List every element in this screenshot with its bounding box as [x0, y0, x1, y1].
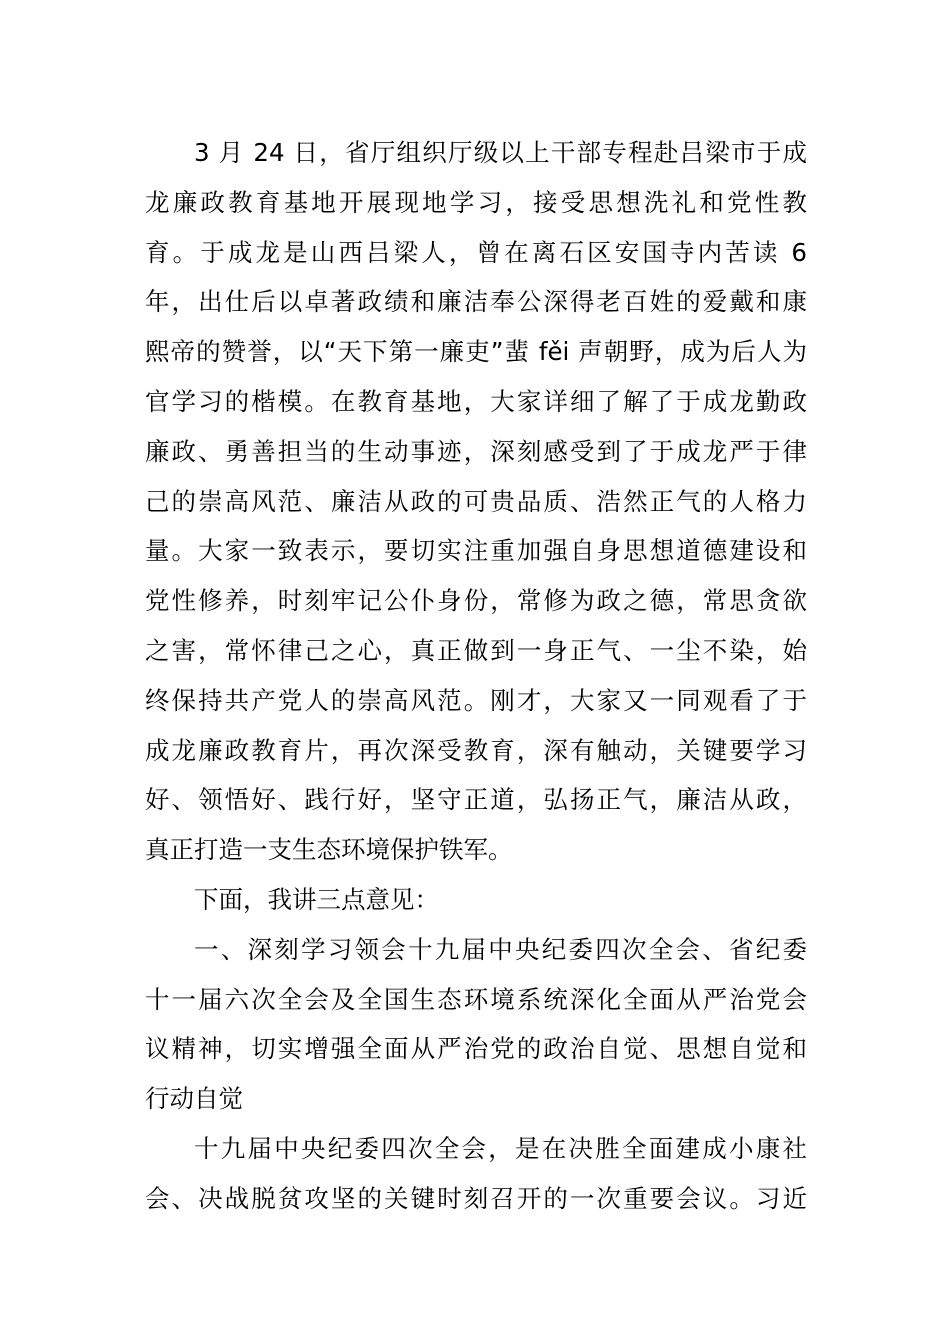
text-line: 量。大家一致表示，要切实注重加强自身思想道德建设和	[145, 536, 807, 566]
text-line: 之害，常怀律己之心，真正做到一身正气、一尘不染，始	[145, 635, 807, 665]
document-body	[145, 128, 807, 1224]
text-line: 3 月 24 日，省厅组织厅级以上干部专程赴吕梁市于成	[194, 138, 807, 167]
text-line: 好、领悟好、践行好，坚守正道，弘扬正气，廉洁从政，	[145, 785, 807, 815]
text-line: 廉政、勇善担当的生动事迹，深刻感受到了于成龙严于律	[145, 436, 807, 466]
text-line: 会、决战脱贫攻坚的关键时刻召开的一次重要会议。习近	[145, 1183, 807, 1213]
text-line: 行动自觉	[145, 1084, 243, 1114]
text-line: 党性修养，时刻牢记公仆身份，常修为政之德，常思贪欲	[145, 586, 807, 616]
text-line: 十九届中央纪委四次全会，是在决胜全面建成小康社	[194, 1133, 807, 1163]
text-line: 龙廉政教育基地开展现地学习，接受思想洗礼和党性教	[145, 187, 807, 217]
paragraph-yuchenglong-visit	[145, 128, 807, 875]
paragraph-three-points-intro	[145, 875, 807, 925]
text-line: 己的崇高风范、廉洁从政的可贵品质、浩然正气的人格力	[145, 486, 807, 516]
text-line: 十一届六次全会及全国生态环境系统深化全面从严治党会	[145, 984, 807, 1014]
text-line: 下面，我讲三点意见：	[194, 884, 439, 914]
paragraph-fourth-plenary	[145, 1124, 807, 1224]
text-line: 终保持共产党人的崇高风范。刚才，大家又一同观看了于	[145, 685, 807, 715]
text-line: 熙帝的赞誉，以“天下第一廉吏”蜚 fěi 声朝野，成为后人为	[145, 337, 807, 367]
text-line: 一、深刻学习领会十九届中央纪委四次全会、省纪委	[194, 934, 807, 964]
text-line: 真正打造一支生态环境保护铁军。	[145, 835, 513, 865]
text-line: 官学习的楷模。在教育基地，大家详细了解了于成龙勤政	[145, 386, 807, 416]
text-line: 成龙廉政教育片，再次深受教育，深有触动，关键要学习	[145, 735, 807, 765]
text-line: 年，出仕后以卓著政绩和廉洁奉公深得老百姓的爱戴和康	[145, 287, 807, 317]
text-line: 育。于成龙是山西吕梁人，曾在离石区安国寺内苦读 6	[145, 237, 807, 267]
section-heading-one	[145, 925, 807, 1124]
text-line: 议精神，切实增强全面从严治党的政治自觉、思想自觉和	[145, 1034, 807, 1064]
